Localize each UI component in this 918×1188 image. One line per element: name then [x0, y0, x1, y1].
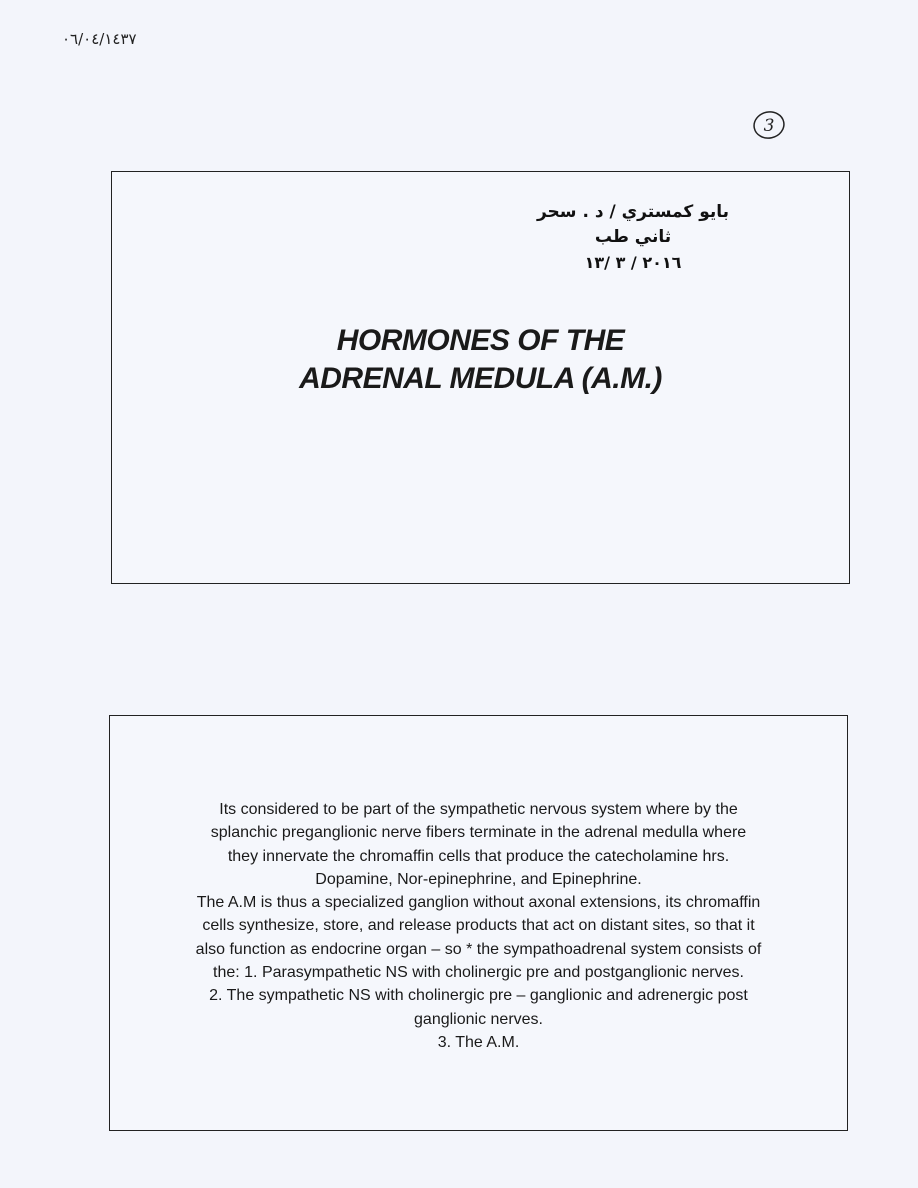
page-stamp: ٠٦/٠٤/١٤٣٧	[62, 30, 137, 48]
body-line: Dopamine, Nor-epinephrine, and Epinephrine.	[315, 870, 642, 888]
body-line: the: 1. Parasympathetic NS with cholinergic pre and postganglionic nerves.	[213, 964, 744, 982]
page-number-mark	[752, 110, 786, 140]
year-line: ثاني طب	[594, 227, 672, 247]
body-line: cells synthesize, store, and release products that act on distant sites, so that it	[202, 917, 755, 935]
arabic-header	[493, 200, 773, 275]
body-line: they innervate the chromaffin cells that produce the catecholamine hrs.	[227, 847, 730, 865]
body-line: 2. The sympathetic NS with cholinergic pre – ganglionic and adrenergic post	[209, 987, 748, 1005]
title-line-2: ADRENAL MEDULA (A.M.)	[299, 362, 662, 395]
slide-body	[150, 798, 807, 1054]
title-slide	[111, 171, 850, 584]
date-line: ٢٠١٦ / ٣ /١٣	[584, 253, 682, 272]
content-slide	[109, 715, 848, 1131]
body-line: also function as endocrine organ – so * the sympathoadrenal system consists of	[195, 940, 762, 958]
body-line: Its considered to be part of the sympathetic nervous system where by the	[219, 801, 738, 818]
slide-title	[112, 322, 849, 398]
body-line: splanchic preganglionic nerve fibers terminate in the adrenal medulla where	[210, 824, 747, 842]
title-line-1: HORMONES OF THE	[336, 324, 625, 357]
course-line: بايو كمستري / د . سحر	[536, 202, 729, 222]
body-line: ganglionic nerves.	[414, 1010, 543, 1028]
body-line: The A.M is thus a specialized ganglion without axonal extensions, its chromaffin	[196, 894, 761, 912]
page-number-text: 3	[763, 116, 775, 136]
body-line: 3. The A.M.	[437, 1033, 520, 1051]
